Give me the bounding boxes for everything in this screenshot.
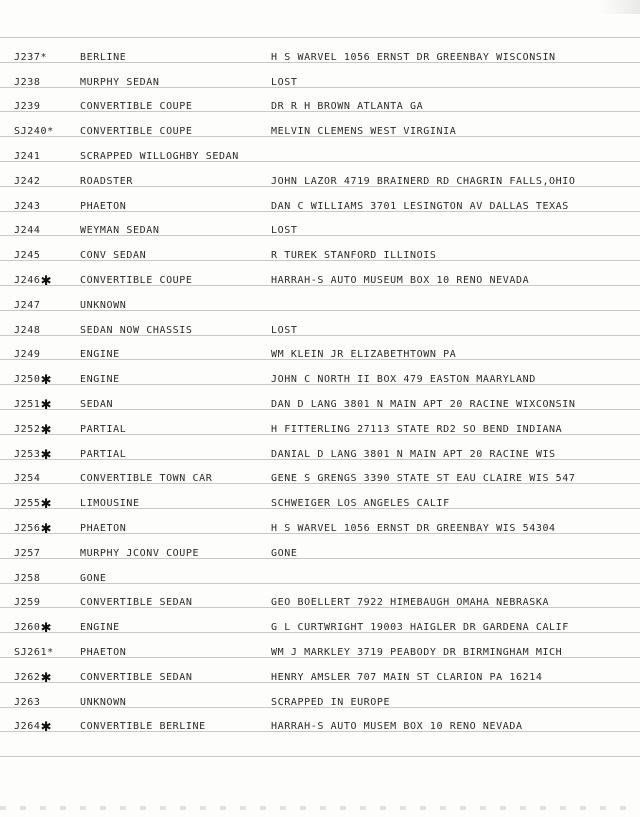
owner-location: SCHWEIGER LOS ANGELES CALIF bbox=[271, 498, 450, 509]
owner-location: SCRAPPED IN EUROPE bbox=[271, 697, 391, 708]
body-style: PHAETON bbox=[80, 647, 127, 658]
body-style: MURPHY JCONV COUPE bbox=[80, 548, 200, 559]
owner-location: GENE S GRENGS 3390 STATE ST EAU CLAIRE WIS 547 bbox=[271, 473, 576, 484]
body-style: ENGINE bbox=[80, 374, 120, 385]
chassis-number: SJ261* bbox=[14, 647, 54, 658]
owner-location: JOHN LAZOR 4719 BRAINERD RD CHAGRIN FALLS,OHIO bbox=[271, 176, 576, 187]
owner-location: H S WARVEL 1056 ERNST DR GREENBAY WISCONSIN bbox=[271, 52, 556, 63]
owner-location: MELVIN CLEMENS WEST VIRGINIA bbox=[271, 126, 457, 137]
owner-location: GONE bbox=[271, 548, 298, 559]
chassis-number: J244 bbox=[14, 225, 41, 236]
chassis-number: J247 bbox=[14, 300, 41, 311]
record-row bbox=[0, 97, 640, 117]
chassis-number: J259 bbox=[14, 597, 41, 608]
chassis-number: J245 bbox=[14, 250, 41, 261]
body-style: CONVERTIBLE COUPE bbox=[80, 275, 193, 286]
record-row bbox=[0, 321, 640, 341]
record-row bbox=[0, 221, 640, 241]
record-row bbox=[0, 345, 640, 365]
body-style: CONVERTIBLE SEDAN bbox=[80, 597, 193, 608]
record-row bbox=[0, 668, 640, 688]
body-style: LIMOUSINE bbox=[80, 498, 140, 509]
chassis-number: J250 bbox=[14, 374, 41, 385]
asterisk-mark: ✱ bbox=[41, 419, 52, 439]
body-style: CONVERTIBLE COUPE bbox=[80, 101, 193, 112]
chassis-number: J246 bbox=[14, 275, 41, 286]
record-row bbox=[0, 48, 640, 68]
chassis-number: J263 bbox=[14, 697, 41, 708]
body-style: SCRAPPED WILLOGHBY SEDAN bbox=[80, 151, 239, 162]
asterisk-mark: ✱ bbox=[41, 716, 52, 736]
chassis-number: J241 bbox=[14, 151, 41, 162]
owner-location: HARRAH-S AUTO MUSEUM BOX 10 RENO NEVADA bbox=[271, 275, 530, 286]
body-style: UNKNOWN bbox=[80, 300, 127, 311]
record-row bbox=[0, 370, 640, 390]
asterisk-mark: ✱ bbox=[41, 518, 52, 538]
record-row bbox=[0, 544, 640, 564]
body-style: BERLINE bbox=[80, 52, 127, 63]
owner-location: DR R H BROWN ATLANTA GA bbox=[271, 101, 424, 112]
record-row bbox=[0, 122, 640, 142]
chassis-number: J243 bbox=[14, 201, 41, 212]
chassis-number: J253 bbox=[14, 449, 41, 460]
owner-location: H S WARVEL 1056 ERNST DR GREENBAY WIS 54304 bbox=[271, 523, 556, 534]
body-style: ROADSTER bbox=[80, 176, 133, 187]
chassis-number: J251 bbox=[14, 399, 41, 410]
asterisk-mark: ✱ bbox=[41, 444, 52, 464]
chassis-number: J256 bbox=[14, 523, 41, 534]
owner-location: DAN C WILLIAMS 3701 LESINGTON AV DALLAS TEXAS bbox=[271, 201, 569, 212]
body-style: ENGINE bbox=[80, 622, 120, 633]
record-row bbox=[0, 643, 640, 663]
owner-location: H FITTERLING 27113 STATE RD2 SO BEND INDIANA bbox=[271, 424, 563, 435]
chassis-number: SJ240* bbox=[14, 126, 54, 137]
record-row bbox=[0, 569, 640, 589]
chassis-number: J252 bbox=[14, 424, 41, 435]
record-row bbox=[0, 593, 640, 613]
record-row bbox=[0, 296, 640, 316]
record-row bbox=[0, 693, 640, 713]
asterisk-mark: ✱ bbox=[41, 369, 52, 389]
record-row bbox=[0, 717, 640, 737]
body-style: SEDAN bbox=[80, 399, 114, 410]
asterisk-mark: ✱ bbox=[41, 270, 52, 290]
body-style: ENGINE bbox=[80, 349, 120, 360]
body-style: CONVERTIBLE BERLINE bbox=[80, 721, 206, 732]
owner-location: WM J MARKLEY 3719 PEABODY DR BIRMINGHAM MICH bbox=[271, 647, 563, 658]
owner-location: HARRAH-S AUTO MUSEM BOX 10 RENO NEVADA bbox=[271, 721, 523, 732]
chassis-number: J264 bbox=[14, 721, 41, 732]
asterisk-mark: ✱ bbox=[41, 667, 52, 687]
body-style: UNKNOWN bbox=[80, 697, 127, 708]
chassis-number: J260 bbox=[14, 622, 41, 633]
chassis-number: J249 bbox=[14, 349, 41, 360]
chassis-number: J255 bbox=[14, 498, 41, 509]
record-row bbox=[0, 197, 640, 217]
body-style: WEYMAN SEDAN bbox=[80, 225, 160, 236]
owner-location: GEO BOELLERT 7922 HIMEBAUGH OMAHA NEBRASKA bbox=[271, 597, 550, 608]
body-style: GONE bbox=[80, 573, 107, 584]
record-row bbox=[0, 494, 640, 514]
asterisk-mark: ✱ bbox=[41, 493, 52, 513]
body-style: CONVERTIBLE SEDAN bbox=[80, 672, 193, 683]
chassis-number: J237* bbox=[14, 52, 48, 63]
record-row bbox=[0, 420, 640, 440]
chassis-number: J238 bbox=[14, 77, 41, 88]
body-style: CONVERTIBLE COUPE bbox=[80, 126, 193, 137]
body-style: CONV SEDAN bbox=[80, 250, 147, 261]
owner-location: WM KLEIN JR ELIZABETHTOWN PA bbox=[271, 349, 457, 360]
owner-location: G L CURTWRIGHT 19003 HAIGLER DR GARDENA CALIF bbox=[271, 622, 569, 633]
body-style: PHAETON bbox=[80, 201, 127, 212]
chassis-number: J262 bbox=[14, 672, 41, 683]
record-row bbox=[0, 147, 640, 167]
body-style: CONVERTIBLE TOWN CAR bbox=[80, 473, 213, 484]
owner-location: JOHN C NORTH II BOX 479 EASTON MAARYLAND bbox=[271, 374, 536, 385]
chassis-number: J258 bbox=[14, 573, 41, 584]
record-row bbox=[0, 246, 640, 266]
record-row bbox=[0, 469, 640, 489]
body-style: PARTIAL bbox=[80, 424, 127, 435]
asterisk-mark: ✱ bbox=[41, 617, 52, 637]
owner-location: HENRY AMSLER 707 MAIN ST CLARION PA 16214 bbox=[271, 672, 543, 683]
chassis-number: J239 bbox=[14, 101, 41, 112]
owner-location: DAN D LANG 3801 N MAIN APT 20 RACINE WIXCONSIN bbox=[271, 399, 576, 410]
record-row bbox=[0, 445, 640, 465]
chassis-number: J242 bbox=[14, 176, 41, 187]
record-row bbox=[0, 618, 640, 638]
asterisk-mark: ✱ bbox=[41, 394, 52, 414]
owner-location: LOST bbox=[271, 325, 298, 336]
body-style: PHAETON bbox=[80, 523, 127, 534]
chassis-number: J248 bbox=[14, 325, 41, 336]
owner-location: DANIAL D LANG 3801 N MAIN APT 20 RACINE WIS bbox=[271, 449, 556, 460]
record-row bbox=[0, 172, 640, 192]
owner-location: LOST bbox=[271, 225, 298, 236]
chassis-number: J254 bbox=[14, 473, 41, 484]
record-row bbox=[0, 73, 640, 93]
owner-location: R TUREK STANFORD ILLINOIS bbox=[271, 250, 437, 261]
body-style: PARTIAL bbox=[80, 449, 127, 460]
chassis-number: J257 bbox=[14, 548, 41, 559]
body-style: MURPHY SEDAN bbox=[80, 77, 160, 88]
body-style: SEDAN NOW CHASSIS bbox=[80, 325, 193, 336]
owner-location: LOST bbox=[271, 77, 298, 88]
record-row bbox=[0, 519, 640, 539]
record-row bbox=[0, 395, 640, 415]
record-row bbox=[0, 271, 640, 291]
